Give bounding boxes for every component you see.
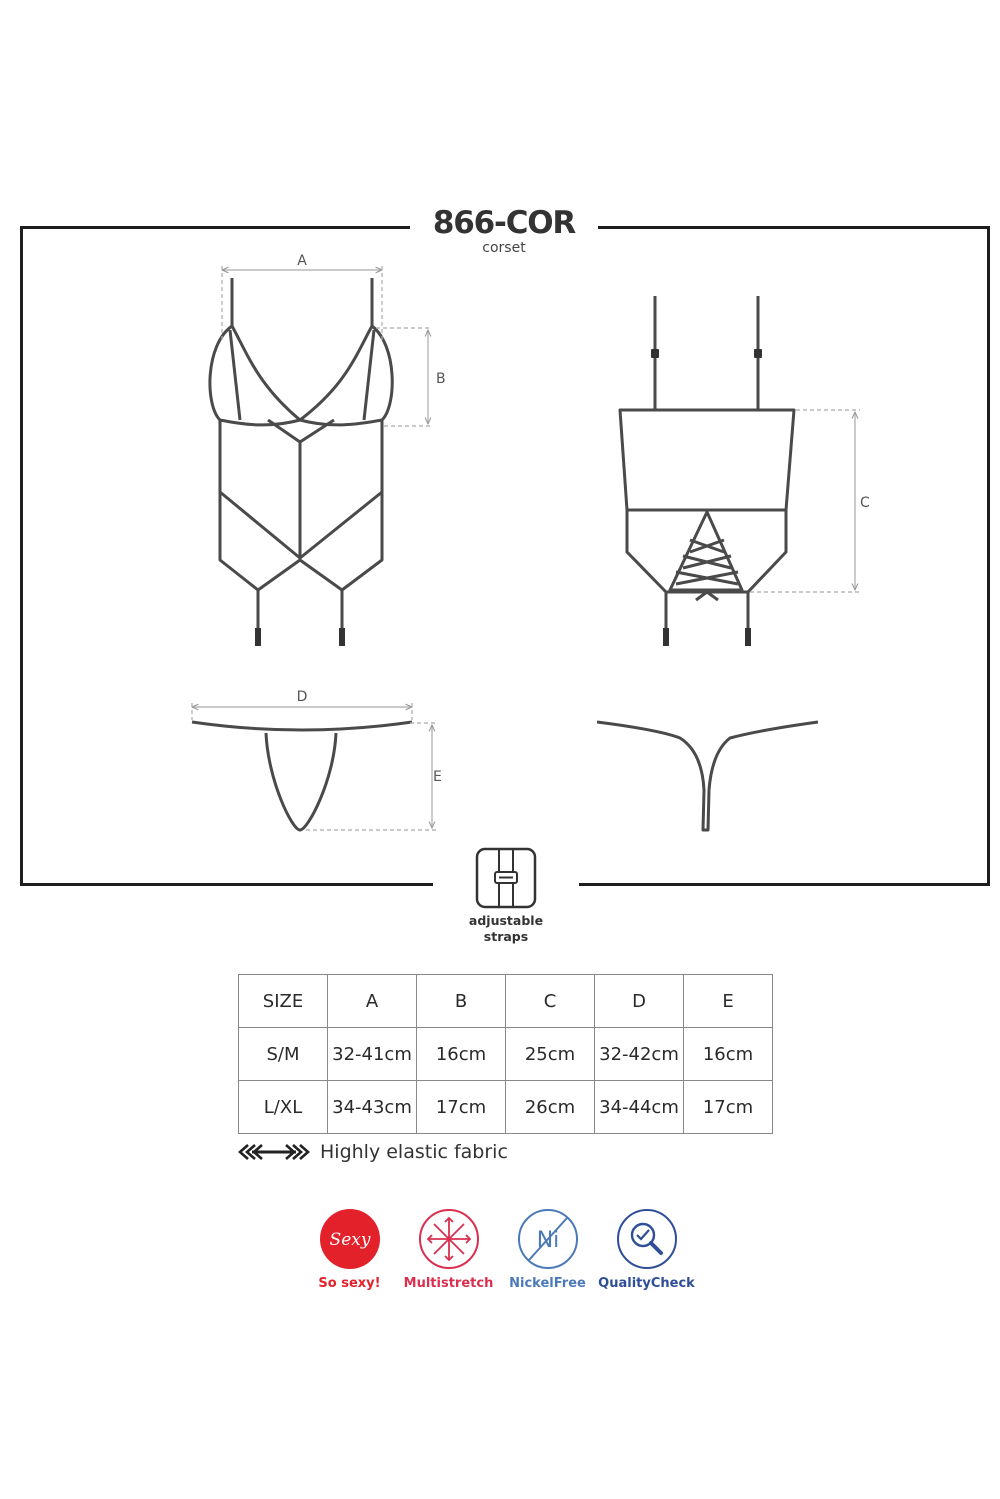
feature-badges [300,1208,720,1291]
header-cell: D [595,975,684,1028]
dimension-e [306,723,436,830]
size-table [238,974,773,1134]
feature-label-line1: adjustable [468,913,544,928]
sexy-icon [319,1208,381,1270]
header-cell: A [328,975,417,1028]
badge-label: NickelFree [509,1276,586,1291]
header-cell: B [417,975,506,1028]
dimension-c [750,410,860,592]
table-row [239,1081,773,1134]
feature-label-line2: straps [483,929,529,944]
badge-label: Multistretch [403,1276,494,1291]
stretch-arrows-icon [238,1142,310,1162]
badge-label: So sexy! [318,1276,381,1291]
multistretch-icon [418,1208,480,1270]
dimension-label-b: B [436,371,446,387]
thong-front-drawing [192,722,412,830]
adjustable-straps-feature [465,847,547,945]
table-cell: S/M [239,1028,328,1081]
badge-multistretch [399,1208,498,1291]
header-cell: C [506,975,595,1028]
dimension-label-a: A [297,253,307,269]
quality-check-icon [616,1208,678,1270]
dimension-label-c: C [860,495,870,511]
elastic-note [238,1140,508,1164]
table-cell: 34-43cm [328,1081,417,1134]
badge-label: QualityCheck [598,1276,695,1291]
nickel-free-icon [517,1208,579,1270]
product-code: 866-COR [432,205,576,241]
table-cell: 34-44cm [595,1081,684,1134]
table-cell: 16cm [684,1028,773,1081]
table-cell: 26cm [506,1081,595,1134]
sexy-icon-text: Sexy [329,1230,370,1250]
table-cell: 17cm [417,1081,506,1134]
table-cell: 32-42cm [595,1028,684,1081]
badge-sexy [300,1208,399,1291]
size-table-header [239,975,773,1028]
table-row [239,1028,773,1081]
adjustable-strap-icon [475,847,537,909]
badge-nickel-free [498,1208,597,1291]
table-cell: 32-41cm [328,1028,417,1081]
table-cell: L/XL [239,1081,328,1134]
header-cell: E [684,975,773,1028]
badge-quality-check [597,1208,696,1291]
corset-back-drawing [620,296,794,628]
dimension-d [192,703,412,720]
thong-back-drawing [597,722,818,830]
product-type: corset [482,240,526,256]
table-cell: 16cm [417,1028,506,1081]
table-cell: 25cm [506,1028,595,1081]
nickel-free-icon-text: Ni [536,1228,559,1253]
corset-front-drawing [210,278,392,628]
dimension-label-e: E [433,769,442,785]
dimension-a [222,266,382,340]
header-cell: SIZE [239,975,328,1028]
elastic-note-text: Highly elastic fabric [320,1141,508,1163]
table-cell: 17cm [684,1081,773,1134]
dimension-label-d: D [296,689,308,705]
